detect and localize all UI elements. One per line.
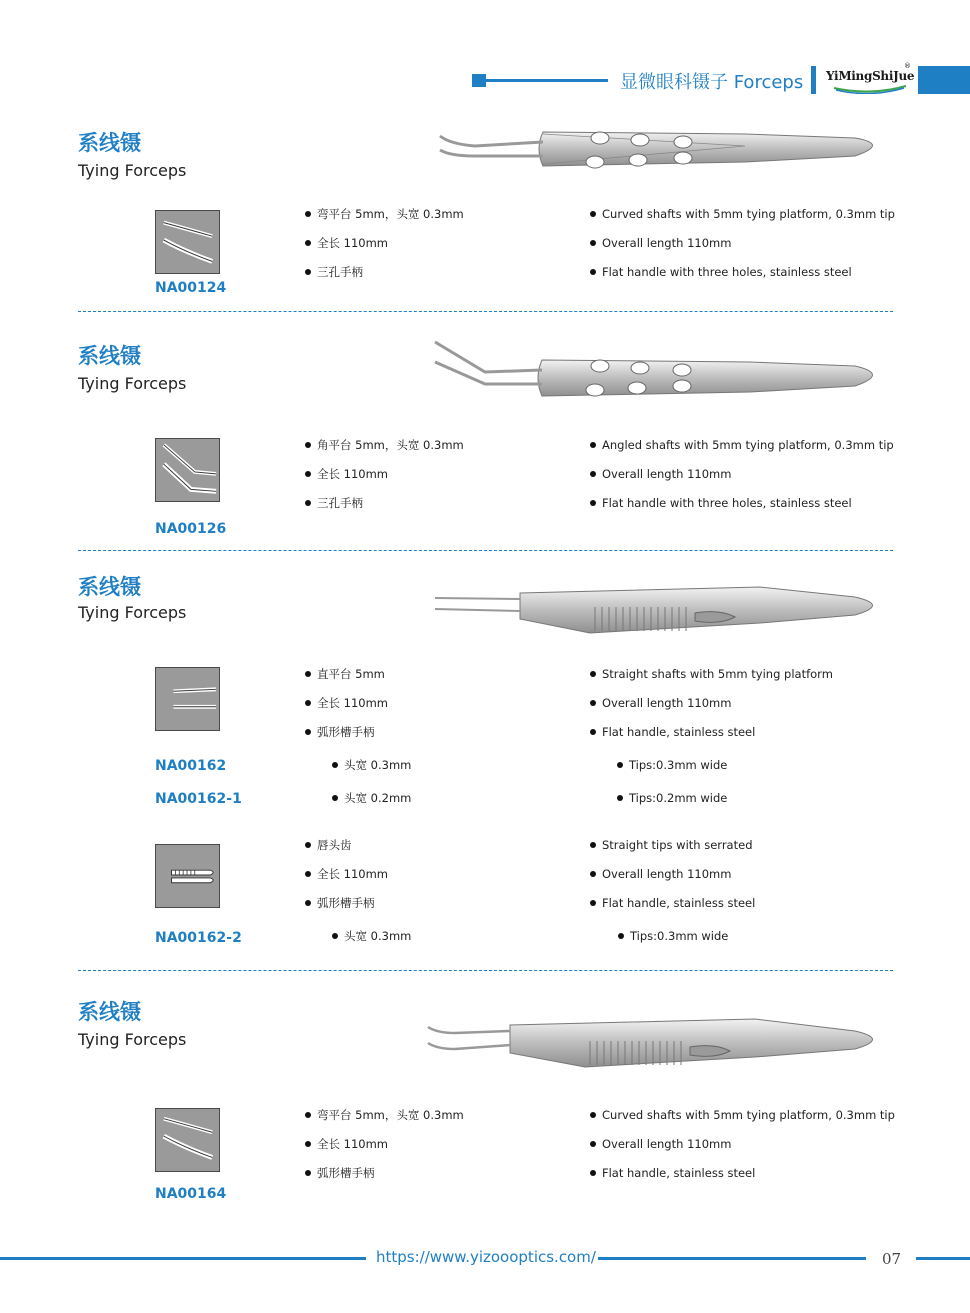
spec-text: Flat handle, stainless steel [602, 725, 756, 739]
spec-text: 三孔手柄 [317, 496, 363, 510]
angled-tying-forceps-icon [430, 338, 890, 410]
bullet-icon [305, 671, 311, 677]
tip-thumbnail [155, 667, 220, 731]
tip-thumbnail [155, 1108, 220, 1172]
bullet-icon [305, 240, 311, 246]
bullet-icon [305, 500, 311, 506]
spec-cn-subitem [332, 758, 411, 772]
spec-text: 弯平台 5mm，头宽 0.3mm [317, 1108, 464, 1122]
spec-en-item [590, 1137, 731, 1151]
spec-text: 三孔手柄 [317, 265, 363, 279]
product-code: NA00124 [155, 280, 227, 296]
spec-en-item [590, 207, 895, 221]
tip-thumbnail [155, 210, 220, 274]
straight-tip-icon [156, 668, 219, 730]
spec-en-subitem [617, 758, 727, 772]
bullet-icon [590, 729, 596, 735]
bullet-icon [590, 1112, 596, 1118]
bullet-icon [618, 933, 624, 939]
spec-en-item [590, 667, 833, 681]
tip-thumbnail [155, 438, 220, 502]
section-title-en: Tying Forceps [78, 161, 187, 180]
footer-rule-right [916, 1257, 970, 1260]
spec-text: 唇头齿 [317, 838, 352, 852]
bullet-icon [305, 729, 311, 735]
bullet-icon [590, 442, 596, 448]
curved-grooved-tying-forceps-icon [425, 1013, 890, 1075]
section-title-en: Tying Forceps [78, 1030, 187, 1049]
spec-text: 全长 110mm [317, 867, 389, 881]
section-divider [78, 550, 893, 551]
spec-text: Tips:0.3mm wide [629, 758, 728, 772]
spec-cn-subitem [332, 929, 411, 943]
bullet-icon [305, 871, 311, 877]
section-divider [78, 311, 893, 312]
page-number: 07 [882, 1250, 902, 1268]
spec-cn-item [305, 1137, 388, 1151]
bullet-icon [590, 211, 596, 217]
bullet-icon [305, 700, 311, 706]
curved-tying-forceps-icon [435, 124, 890, 184]
spec-cn-item [305, 207, 464, 221]
registered-mark: ® [904, 62, 911, 70]
footer-rule-left [0, 1257, 366, 1260]
spec-cn-item [305, 467, 388, 481]
spec-en-subitem [617, 791, 727, 805]
spec-text: Tips:0.2mm wide [629, 791, 728, 805]
spec-text: Overall length 110mm [602, 1137, 732, 1151]
bullet-icon [617, 762, 623, 768]
bullet-icon [617, 795, 623, 801]
product-code: NA00162-2 [155, 930, 242, 946]
spec-text: Curved shafts with 5mm tying platform, 0.3mm tip [602, 207, 895, 221]
spec-text: 角平台 5mm，头宽 0.3mm [317, 438, 464, 452]
spec-en-item [590, 696, 731, 710]
spec-text: Straight tips with serrated [602, 838, 753, 852]
spec-cn-item [305, 265, 363, 279]
spec-text: 弯平台 5mm，头宽 0.3mm [317, 207, 464, 221]
spec-text: Curved shafts with 5mm tying platform, 0.3mm tip [602, 1108, 895, 1122]
bullet-icon [332, 933, 338, 939]
bullet-icon [590, 900, 596, 906]
spec-text: Straight shafts with 5mm tying platform [602, 667, 833, 681]
header-accent-block [918, 66, 970, 94]
spec-text: Flat handle with three holes, stainless steel [602, 496, 852, 510]
spec-text: Overall length 110mm [602, 696, 732, 710]
spec-text: 头宽 0.2mm [344, 791, 412, 805]
bullet-icon [305, 900, 311, 906]
spec-text: Flat handle, stainless steel [602, 1166, 756, 1180]
spec-cn-item [305, 496, 363, 510]
spec-text: 全长 110mm [317, 1137, 389, 1151]
bullet-icon [305, 442, 311, 448]
spec-text: 弧形槽手柄 [317, 1166, 375, 1180]
curved-tip-icon [156, 211, 219, 273]
bullet-icon [590, 471, 596, 477]
bullet-icon [590, 1170, 596, 1176]
product-code: NA00162 [155, 758, 227, 774]
spec-cn-item [305, 438, 464, 452]
header-square-marker [472, 74, 486, 87]
spec-en-item [590, 496, 852, 510]
bullet-icon [590, 240, 596, 246]
header-rule [486, 79, 608, 82]
spec-en-item [590, 236, 731, 250]
spec-text: 全长 110mm [317, 467, 389, 481]
spec-en-item [590, 838, 753, 852]
spec-cn-item [305, 725, 375, 739]
spec-text: Angled shafts with 5mm tying platform, 0.3mm tip [602, 438, 894, 452]
product-code: NA00162-1 [155, 791, 242, 807]
bullet-icon [590, 842, 596, 848]
logo-swoosh-icon [826, 66, 915, 94]
bullet-icon [305, 269, 311, 275]
bullet-icon [305, 1170, 311, 1176]
bullet-icon [590, 269, 596, 275]
brand-logo [826, 62, 915, 94]
spec-text: Overall length 110mm [602, 236, 732, 250]
spec-text: 全长 110mm [317, 236, 389, 250]
curved-tip-icon [156, 1109, 219, 1171]
page-category-title: 显微眼科镊子 Forceps [620, 72, 804, 93]
spec-text: Overall length 110mm [602, 867, 732, 881]
spec-text: 头宽 0.3mm [344, 929, 412, 943]
spec-cn-item [305, 696, 388, 710]
spec-cn-item [305, 896, 375, 910]
angled-tip-icon [156, 439, 219, 501]
spec-en-item [590, 867, 731, 881]
spec-en-subitem [618, 929, 728, 943]
spec-text: 全长 110mm [317, 696, 389, 710]
spec-en-item [590, 896, 755, 910]
spec-en-item [590, 1166, 755, 1180]
spec-cn-item [305, 667, 385, 681]
spec-cn-item [305, 1166, 375, 1180]
bullet-icon [590, 500, 596, 506]
section-title-cn: 系线镊 [78, 575, 141, 599]
straight-tying-forceps-icon [430, 583, 890, 639]
spec-cn-item [305, 838, 352, 852]
spec-text: Flat handle with three holes, stainless steel [602, 265, 852, 279]
spec-text: 弧形槽手柄 [317, 725, 375, 739]
bullet-icon [305, 1112, 311, 1118]
spec-cn-subitem [332, 791, 411, 805]
tip-thumbnail [155, 844, 220, 908]
spec-text: 头宽 0.3mm [344, 758, 412, 772]
spec-en-item [590, 265, 852, 279]
footer-rule-middle [598, 1257, 866, 1260]
spec-en-item [590, 467, 731, 481]
bullet-icon [590, 1141, 596, 1147]
spec-en-item [590, 725, 755, 739]
section-title-cn: 系线镊 [78, 131, 141, 155]
bullet-icon [305, 471, 311, 477]
bullet-icon [305, 211, 311, 217]
section-title-cn: 系线镊 [78, 344, 141, 368]
bullet-icon [332, 795, 338, 801]
spec-text: Flat handle, stainless steel [602, 896, 756, 910]
spec-cn-item [305, 867, 388, 881]
spec-text: Overall length 110mm [602, 467, 732, 481]
spec-en-item [590, 438, 894, 452]
spec-cn-item [305, 236, 388, 250]
section-title-en: Tying Forceps [78, 374, 187, 393]
header-divider-bar [811, 66, 816, 94]
section-title-cn: 系线镊 [78, 1000, 141, 1024]
bullet-icon [590, 700, 596, 706]
spec-en-item [590, 1108, 895, 1122]
website-link[interactable]: https://www.yizoooptics.com/ [376, 1248, 596, 1266]
bullet-icon [305, 842, 311, 848]
spec-text: 弧形槽手柄 [317, 896, 375, 910]
bullet-icon [590, 871, 596, 877]
section-divider [78, 970, 893, 971]
section-title-en: Tying Forceps [78, 603, 187, 622]
spec-text: Tips:0.3mm wide [630, 929, 729, 943]
bullet-icon [590, 671, 596, 677]
bullet-icon [305, 1141, 311, 1147]
brand-logo-text: YiMingShiJue [826, 69, 915, 83]
spec-cn-item [305, 1108, 464, 1122]
serrated-tip-icon [156, 845, 219, 907]
product-code: NA00126 [155, 521, 227, 537]
product-code: NA00164 [155, 1186, 227, 1202]
bullet-icon [332, 762, 338, 768]
spec-text: 直平台 5mm [317, 667, 385, 681]
